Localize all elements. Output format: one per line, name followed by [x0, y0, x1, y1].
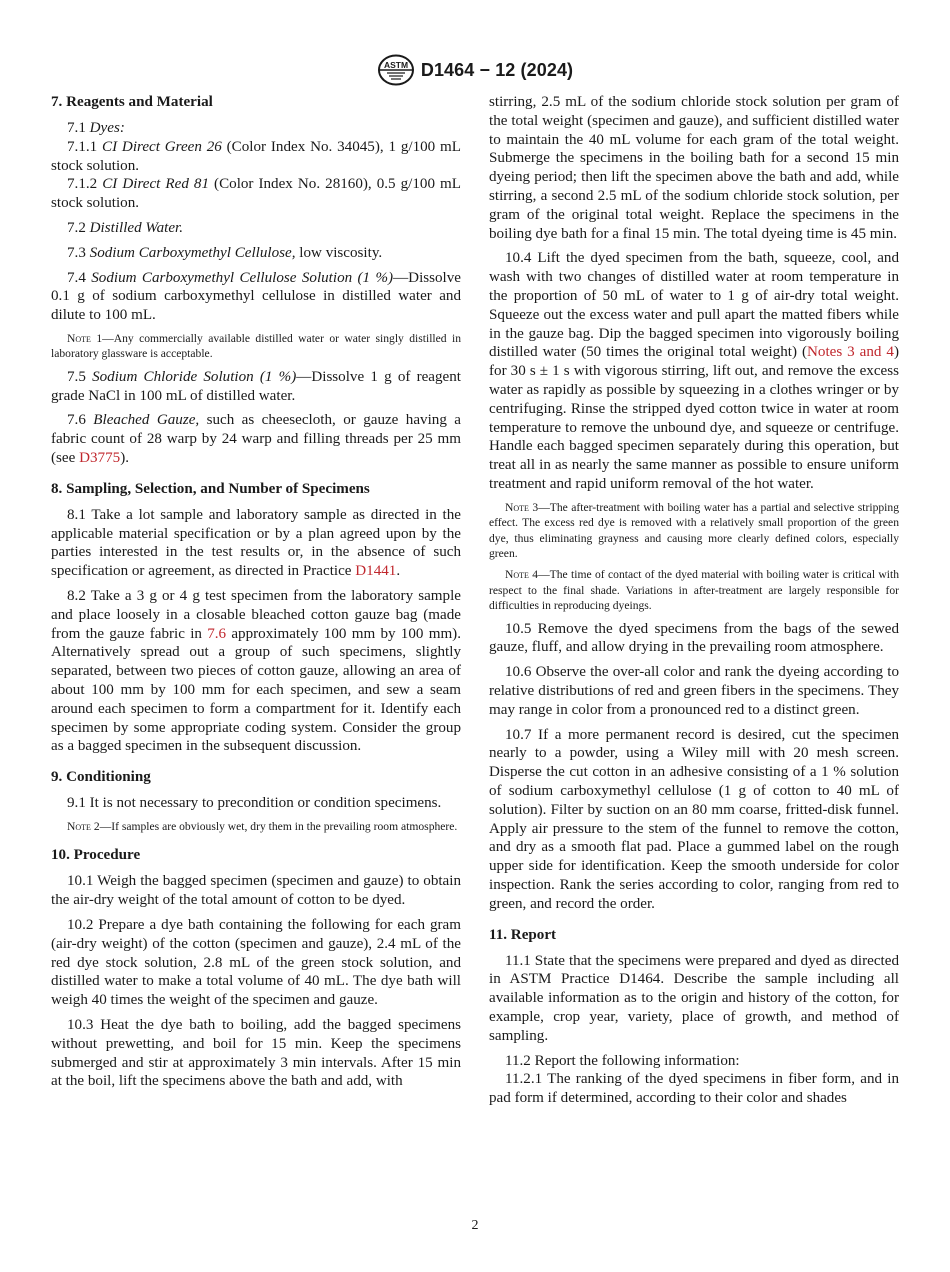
link-notes-3-4[interactable]: Notes 3 and 4 [807, 344, 894, 361]
para-8-2: 8.2 Take a 3 g or 4 g test specimen from the laboratory sample and place loosely in a closable bleached cotton gauze bag (made from the gauze fabric in 7.6 approximately 100 mm by 100 mm). Alternatively spread out a group of such specimens, slightly separated, between two pieces of cotton gauze, allowing an area of about 100 mm by 100 mm for each specimen, and sew a seam around each specimen to form a compartment for it. Identify each specimen by some appropriate coding system. Consider the group as a bagged specimen in the subsequent discussion. [51, 587, 461, 755]
para-10-4: 10.4 Lift the dyed specimen from the bath, squeeze, cool, and wash with two changes of distilled water at room temperature in the proportion of 50 mL of water to 1 g of air-dry total weight. Squeeze out the excess water and pull apart the matted fibers while in the gauze bag. Dip the bagged specimen into vigorously boiling distilled water (50 times the original total weight) (Notes 3 and 4) for 30 s ± 1 s with vigorous stirring, lift out, and remove the excess water as rapidly as possible by squeezing in a clothes wringer or by centrifuging. Rinse the stripped dyed cotton twice in water at room temperature to remove the unbound dye, and squeeze or centrifuge. Handle each bagged specimen separately during this operation, but treat all in as nearly the same manner as possible to ensure uniform treatment and rapid uniform removal of the hot water. [489, 250, 900, 492]
page-number: 2 [471, 1218, 479, 1233]
right-column [489, 93, 899, 1108]
para-7-1: 7.1 Dyes: [67, 120, 125, 136]
para-7-3: 7.3 Sodium Carboxymethyl Cellulose, low viscosity. [67, 244, 383, 261]
link-7-6[interactable]: 7.6 [207, 625, 227, 642]
note-1: Note 1—Any commercially available distilled water or water singly distilled in laboratory glassware is acceptable. [51, 331, 462, 361]
section-10-heading: 10. Procedure [51, 847, 141, 864]
para-11-2: 11.2 Report the following information: [505, 1052, 740, 1069]
para-10-2: 10.2 Prepare a dye bath containing the following for each gram (air-dry weight) of the cotton (specimen and gauze), 2.4 mL of the red dye stock solution, 2.8 mL of the green stock solution, and distilled water to make a total volume of 40 mL. The dye bath will weigh 40 times the weight of the specimen and gauze. [51, 916, 461, 1009]
para-7-2: 7.2 Distilled Water. [67, 219, 184, 236]
para-10-3: 10.3 Heat the dye bath to boiling, add the bagged specimens without prewetting, and boil for 15 min. Keep the specimens submerged and stir at approximately 3 min intervals. After 15 min at the boil, lift the specimens above the bath and add, with [51, 1016, 461, 1090]
note-4: Note 4—The time of contact of the dyed material with boiling water is critical with respect to the final shade. Variations in after-treatment are largely responsible for difficulties in reproducing dyeings. [489, 568, 899, 613]
left-column [51, 93, 461, 1097]
para-7-5: 7.5 Sodium Chloride Solution (1 %)—Dissolve 1 g of reagent grade NaCl in 100 mL of distilled water. [51, 368, 461, 404]
para-11-1: 11.1 State that the specimens were prepared and dyed as directed in ASTM Practice D1464. Describe the sample including all available information as to the origin and history of the cotton, for example, crop year, variety, place of growth, and method of sampling. [489, 952, 899, 1044]
svg-text:ASTM: ASTM [383, 60, 408, 70]
para-10-5: 10.5 Remove the dyed specimens from the bags of the sewed gauze, fluff, and allow drying in the prevailing room atmosphere. [489, 620, 899, 656]
astm-logo-icon [377, 54, 415, 86]
para-7-6: 7.6 Bleached Gauze, such as cheesecloth, or gauze having a fabric count of 28 warp by 24 warp and filling threads per 25 mm (see D3775). [51, 412, 461, 466]
page-header [0, 54, 950, 86]
link-d1441[interactable]: D1441 [355, 563, 397, 580]
para-7-1-1: 7.1.1 CI Direct Green 26 (Color Index No. 34045), 1 g/100 mL stock solution. [51, 138, 461, 174]
link-d3775[interactable]: D3775 [79, 449, 121, 466]
para-9-1: 9.1 It is not necessary to precondition or condition specimens. [67, 795, 442, 812]
section-11-heading: 11. Report [489, 926, 557, 943]
section-8-heading: 8. Sampling, Selection, and Number of Specimens [51, 480, 370, 497]
para-11-2-1: 11.2.1 The ranking of the dyed specimens in fiber form, and in pad form if determined, according to their color and shades [489, 1071, 899, 1107]
para-7-4: 7.4 Sodium Carboxymethyl Cellulose Solution (1 %)—Dissolve 0.1 g of sodium carboxymethyl cellulose in distilled water and dilute to 100 mL. [51, 269, 461, 324]
section-9-heading: 9. Conditioning [51, 769, 151, 786]
para-10-3-continued: stirring, 2.5 mL of the sodium chloride stock solution per gram of the total weight (specimen and gauze), and sufficient distilled water to maintain the 40 mL volume for each gram of the total weight. Submerge the specimens in the boiling bath for a second 15 min dyeing period; then lift the specimen above the bath and add, while stirring, a second 2.5 mL of the sodium chloride stock solution, per gram of the original total weight. Replace the specimens in the boiling dye bath for a final 15 min. The total dyeing time is 45 min. [489, 94, 899, 242]
para-10-1: 10.1 Weigh the bagged specimen (specimen and gauze) to obtain the air-dry weight of the total amount of cotton to be dyed. [51, 873, 461, 909]
para-10-7: 10.7 If a more permanent record is desired, cut the specimen nearly to a powder, using a Wiley mill with 20 mesh screen. Disperse the cut cotton in an adhesive consisting of a 1 % solution of sodium carboxymethyl cellulose (1 g of cotton to 40 mL of solution). Filter by suction on an 80 mm coarse, fritted-disk funnel. Apply air pressure to the stem of the funnel to remove the cotton, and dry as a smooth flat pad. Place a gummed label on the rough upper side for identification. Keep the smooth underside for color inspection. Rank the series according to color, ranging from red to green, and record the order. [489, 726, 899, 912]
para-10-6: 10.6 Observe the over-all color and rank the dyeing according to relative distributions of red and green fibers in the specimens. They may range in color from a pronounced red to a distinct green. [489, 664, 899, 718]
note-2: Note 2—If samples are obviously wet, dry them in the prevailing room atmosphere. [67, 819, 458, 833]
para-8-1: 8.1 Take a lot sample and laboratory sample as directed in the applicable material specification or by a plan agreed upon by the parties interested in the test results or, in the absence of such specification or agreement, as directed in Practice D1441. [51, 506, 461, 580]
note-3: Note 3—The after-treatment with boiling water has a partial and selective stripping effect. The excess red dye is removed with a relatively small proportion of the green dye, thus eliminating grayness and causing more clearly defined colors, especially green. [489, 500, 899, 560]
section-7-heading: 7. Reagents and Material [51, 94, 213, 110]
para-7-1-2: 7.1.2 CI Direct Red 81 (Color Index No. 28160), 0.5 g/100 mL stock solution. [51, 176, 461, 212]
document-id: D1464 − 12 (2024) [420, 59, 574, 80]
